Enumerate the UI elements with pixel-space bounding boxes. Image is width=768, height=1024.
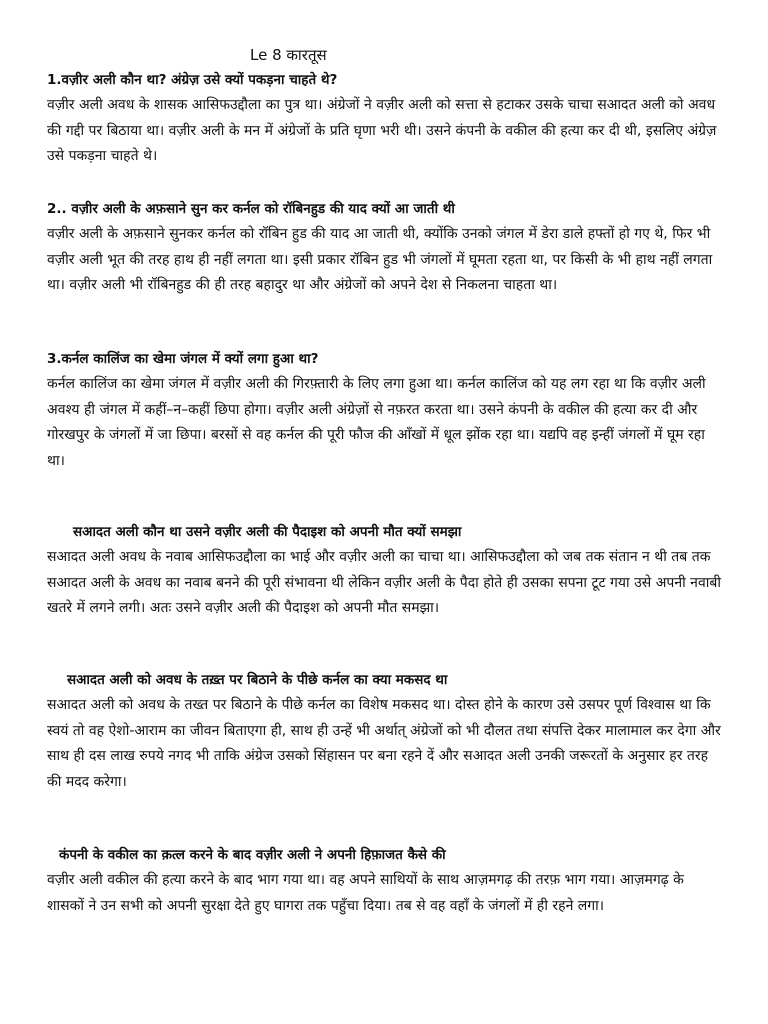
qa-section-5: [47, 670, 725, 795]
qa-section-6: [47, 845, 725, 919]
page-title: Le 8 कारतूस: [250, 46, 327, 64]
question-5: सआदत अली को अवध के तख़्त पर बिठाने के पीछे कर्नल का क्या मकसद था: [67, 672, 448, 688]
answer-6: वज़ीर अली वकील की हत्या करने के बाद भाग गया था। वह अपने साथियों के साथ आज़मगढ़ की तरफ़ भाग गया। आज़मगढ़ के शासकों ने उन सभी को अपनी सुरक्षा देते हुए घागरा तक पहुँचा दिया। तब से वह वहाँ के जंगलों में ही रहने लगा।: [47, 872, 684, 914]
qa-section-4: [47, 522, 725, 622]
qa-section-1: [47, 70, 725, 170]
question-4: सआदत अली कौन था उसने वज़ीर अली की पैदाइश को अपनी मौत क्यों समझा: [73, 524, 462, 540]
qa-section-2: [47, 199, 725, 299]
question-2: 2.. वज़ीर अली के अफ़साने सुन कर कर्नल को रॉबिनहुड की याद क्यों आ जाती थी: [47, 201, 455, 217]
qa-section-3: [47, 349, 725, 474]
question-6: कंपनी के वकील का क़त्ल करने के बाद वज़ीर अली ने अपनी हिफ़ाजत कैसे की: [59, 847, 446, 863]
answer-4: सआदत अली अवध के नवाब आसिफउद्दौला का भाई और वज़ीर अली का चाचा था। आसिफउद्दौला को जब तक संतान न थी तब तक सआदत अली के अवध का नवाब बनने की पूरी संभावना थी लेकिन वज़ीर अली के पैदा होते ही उसका सपना टूट गया उसे अपनी नवाबी खतरे में लगने लगी। अतः उसने वज़ीर अली की पैदाइश को अपनी मौत समझा।: [47, 549, 721, 616]
answer-3: कर्नल कालिंज का खेमा जंगल में वज़ीर अली की गिरफ़्तारी के लिए लगा हुआ था। कर्नल कालिंज को यह लग रहा था कि वज़ीर अली अवश्य ही जंगल में कहीं–न–कहीं छिपा होगा। वज़ीर अली अंग्रेज़ों से नफ़रत करता था। उसने कंपनी के वकील की हत्या कर दी और गोरखपुर के जंगलों में जा छिपा। बरसों से वह कर्नल की पूरी फौज की आँखों में धूल झोंक रहा था। यद्यपि वह इन्हीं जंगलों में घूम रहा था।: [47, 376, 706, 469]
question-3: 3.कर्नल कालिंज का खेमा जंगल में क्यों लगा हुआ था?: [47, 351, 319, 367]
answer-2: वज़ीर अली के अफ़साने सुनकर कर्नल को रॉबिन हुड की याद आ जाती थी, क्योंकि उनको जंगल में डेरा डाले हफ्तों हो गए थे, फिर भी वज़ीर अली भूत की तरह हाथ ही नहीं लगता था। इसी प्रकार रॉबिन हुड भी जंगलों में घूमता रहता था, पर किसी के भी हाथ नहीं लगता था। वज़ीर अली भी रॉबिनहुड की ही तरह बहादुर था और अंग्रेजों को अपने देश से निकलना चाहता था।: [47, 226, 713, 293]
answer-5: सआदत अली को अवध के तख्त पर बिठाने के पीछे कर्नल का विशेष मकसद था। दोस्त होने के कारण उसे उसपर पूर्ण विश्वास था कि स्वयं तो वह ऐशो-आराम का जीवन बिताएगा ही, साथ ही उन्हें भी अर्थात् अंग्रेजों को भी दौलत तथा संपत्ति देकर मालामाल कर देगा और साथ ही दस लाख रुपये नगद भी ताकि अंग्रेज उसको सिंहासन पर बना रहने दें और सआदत अली उनकी जरूरतों के अनुसार हर तरह की मदद करेगा।: [47, 697, 721, 790]
answer-1: वज़ीर अली अवध के शासक आसिफउद्दौला का पुत्र था। अंग्रेजों ने वज़ीर अली को सत्ता से हटाकर उसके चाचा सआदत अली को अवध की गद्दी पर बिठाया था। वज़ीर अली के मन में अंग्रेजों के प्रति घृणा भरी थी। उसने कंपनी के वकील की हत्या कर दी थी, इसलिए अंग्रेज़ उसे पकड़ना चाहते थे।: [47, 97, 717, 164]
question-1: 1.वज़ीर अली कौन था? अंग्रेज़ उसे क्यों पकड़ना चाहते थे?: [47, 72, 338, 88]
